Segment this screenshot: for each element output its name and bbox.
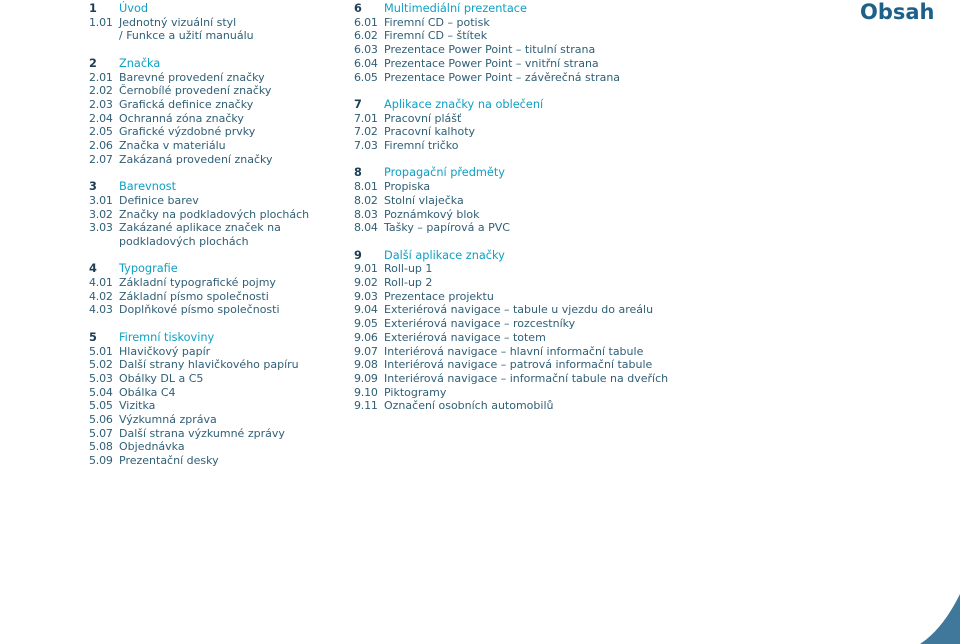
- toc-entry[interactable]: [354, 43, 824, 57]
- entry-number: 2.06: [89, 139, 113, 153]
- entry-number: 4.02: [89, 289, 113, 303]
- entry-title: Propiska: [384, 180, 431, 194]
- entry-number: 8.03: [354, 207, 378, 221]
- entry-title: Hlavičkový papír: [119, 344, 211, 358]
- entry-title: Roll-up 2: [384, 276, 433, 290]
- toc-section-heading[interactable]: [354, 166, 824, 180]
- entry-title: Další strany hlavičkového papíru: [119, 358, 299, 372]
- entry-title: Značky na podkladových plochách: [119, 207, 310, 221]
- toc-entry[interactable]: [89, 139, 349, 153]
- entry-title: Grafické výzdobné prvky: [119, 125, 256, 139]
- section-title: Další aplikace značky: [384, 248, 505, 262]
- toc-section: [89, 57, 349, 167]
- toc-section-heading[interactable]: [89, 57, 349, 71]
- toc-entry[interactable]: [354, 372, 824, 386]
- toc-entry[interactable]: [354, 386, 824, 400]
- section-number: 1: [89, 2, 97, 15]
- entry-title: Objednávka: [119, 440, 185, 454]
- toc-entry[interactable]: [89, 221, 349, 235]
- toc-entry[interactable]: [89, 345, 349, 359]
- section-title: Typografie: [119, 262, 178, 276]
- entry-title: Obálky DL a C5: [119, 371, 204, 385]
- toc-section: [354, 98, 824, 153]
- section-number: 9: [354, 248, 362, 262]
- entry-number: 3.03: [89, 221, 113, 235]
- toc-column-left: [89, 2, 349, 482]
- entry-number: [89, 29, 119, 43]
- toc-entry[interactable]: [89, 235, 349, 249]
- entry-number: 9.02: [354, 276, 378, 290]
- page-corner-decoration: [920, 594, 960, 644]
- entry-title: Zakázaná provedení značky: [119, 152, 273, 166]
- toc-entry[interactable]: [354, 180, 824, 194]
- toc-entry[interactable]: [354, 208, 824, 222]
- toc-entry[interactable]: [89, 276, 349, 290]
- entry-number: 9.07: [354, 344, 378, 358]
- section-number: 4: [89, 262, 97, 276]
- toc-entry[interactable]: [89, 208, 349, 222]
- entry-number: 1.01: [89, 15, 113, 29]
- entry-title: Další strana výzkumné zprávy: [119, 426, 285, 440]
- toc-entry[interactable]: [89, 84, 349, 98]
- entry-number: 4.01: [89, 276, 113, 290]
- section-title: Úvod: [119, 2, 149, 15]
- entry-number: 7.03: [354, 139, 378, 153]
- toc-entry[interactable]: [354, 57, 824, 71]
- toc-entry[interactable]: [89, 372, 349, 386]
- entry-title: Roll-up 1: [384, 262, 433, 276]
- toc-section: [354, 249, 824, 413]
- entry-title: Firemní CD – potisk: [384, 15, 490, 29]
- entry-title: Pracovní kalhoty: [384, 125, 476, 139]
- entry-number: 8.04: [354, 221, 378, 235]
- entry-title: Exteriérová navigace – rozcestníky: [384, 317, 576, 331]
- toc-entry[interactable]: [89, 98, 349, 112]
- toc-section: [89, 180, 349, 249]
- entry-title: Grafická definice značky: [119, 97, 254, 111]
- entry-title: Poznámkový blok: [384, 207, 480, 221]
- toc-entry[interactable]: [89, 413, 349, 427]
- toc-entry[interactable]: [89, 303, 349, 317]
- entry-title: Pracovní plášť: [384, 111, 462, 125]
- toc-entry[interactable]: [354, 276, 824, 290]
- section-number: 7: [354, 97, 362, 111]
- entry-number: 6.04: [354, 56, 378, 70]
- entry-number: 2.05: [89, 125, 113, 139]
- entry-number: 8.01: [354, 180, 378, 194]
- entry-title: Prezentační desky: [119, 454, 219, 468]
- entry-number: 8.02: [354, 193, 378, 207]
- section-title: Propagační předměty: [384, 166, 505, 180]
- entry-number: 5.09: [89, 454, 113, 468]
- entry-number: 3.01: [89, 193, 113, 207]
- entry-title: Jednotný vizuální styl: [119, 15, 237, 29]
- entry-number: 6.05: [354, 70, 378, 84]
- entry-title: Vizitka: [119, 399, 156, 413]
- entry-number: 9.05: [354, 317, 378, 331]
- toc-entry[interactable]: [354, 221, 824, 235]
- toc-entry[interactable]: [354, 16, 824, 30]
- entry-title: Interiérová navigace – patrová informační tabule: [384, 358, 653, 372]
- section-title: Firemní tiskoviny: [119, 330, 215, 344]
- entry-title: Exteriérová navigace – tabule u vjezdu do areálu: [384, 303, 654, 317]
- toc-entry[interactable]: [354, 139, 824, 153]
- toc-entry[interactable]: [89, 427, 349, 441]
- section-title: Značka: [119, 56, 161, 70]
- section-number: 8: [354, 166, 362, 180]
- toc-entry[interactable]: [89, 358, 349, 372]
- entry-title: Prezentace projektu: [384, 289, 494, 303]
- toc-section-heading[interactable]: [89, 262, 349, 276]
- toc-section: [354, 2, 824, 84]
- toc-entry[interactable]: [354, 290, 824, 304]
- toc-entry[interactable]: [354, 358, 824, 372]
- entry-number: 9.06: [354, 330, 378, 344]
- entry-number: 5.01: [89, 344, 113, 358]
- entry-title: Definice barev: [119, 193, 199, 207]
- section-title: Barevnost: [119, 180, 177, 194]
- entry-title: Barevné provedení značky: [119, 70, 265, 84]
- entry-number: 2.01: [89, 70, 113, 84]
- entry-number: 5.07: [89, 426, 113, 440]
- toc-section: [89, 331, 349, 468]
- toc-entry[interactable]: [89, 386, 349, 400]
- section-title: Multimediální prezentace: [384, 2, 527, 15]
- section-number: 6: [354, 2, 362, 15]
- entry-title: Firemní CD – štítek: [384, 29, 488, 43]
- toc-entry[interactable]: [354, 399, 824, 413]
- toc-entry[interactable]: [354, 262, 824, 276]
- toc-entry[interactable]: [89, 153, 349, 167]
- entry-number: 5.04: [89, 385, 113, 399]
- toc-entry[interactable]: [89, 399, 349, 413]
- entry-title: Interiérová navigace – informační tabule na dveřích: [384, 371, 669, 385]
- entry-title: Stolní vlaječka: [384, 193, 464, 207]
- entry-title: Výzkumná zpráva: [119, 413, 217, 427]
- toc-entry[interactable]: [354, 71, 824, 85]
- entry-number: 5.05: [89, 399, 113, 413]
- toc-entry[interactable]: [89, 112, 349, 126]
- toc-entry[interactable]: [354, 112, 824, 126]
- toc-section-heading[interactable]: [89, 2, 349, 16]
- entry-title: podkladových plochách: [119, 234, 249, 248]
- toc-entry[interactable]: [354, 125, 824, 139]
- entry-title: Označení osobních automobilů: [384, 399, 554, 413]
- toc-entry[interactable]: [354, 317, 824, 331]
- entry-number: 5.03: [89, 371, 113, 385]
- entry-title: Černobílé provedení značky: [119, 84, 272, 98]
- toc-entry[interactable]: [89, 16, 349, 30]
- entry-number: 9.11: [354, 399, 378, 413]
- toc-section: [89, 262, 349, 317]
- entry-title: Piktogramy: [384, 385, 447, 399]
- toc-section-heading[interactable]: [89, 180, 349, 194]
- entry-number: 9.08: [354, 358, 378, 372]
- toc-column-right: [354, 2, 824, 427]
- entry-number: 7.01: [354, 111, 378, 125]
- entry-title: Základní typografické pojmy: [119, 276, 276, 290]
- toc-section-heading[interactable]: [89, 331, 349, 345]
- section-number: 5: [89, 330, 97, 344]
- entry-title: Doplňkové písmo společnosti: [119, 303, 280, 317]
- toc-section-heading[interactable]: [354, 98, 824, 112]
- page-title: Obsah: [860, 0, 935, 24]
- entry-number: 9.10: [354, 385, 378, 399]
- entry-title: Prezentace Power Point – vnitřní strana: [384, 56, 599, 70]
- toc-section: [89, 2, 349, 43]
- entry-number: 5.06: [89, 413, 113, 427]
- entry-number: 6.02: [354, 29, 378, 43]
- toc-entry[interactable]: [89, 290, 349, 304]
- entry-number: 9.03: [354, 289, 378, 303]
- section-title: Aplikace značky na oblečení: [384, 97, 544, 111]
- entry-title: / Funkce a užití manuálu: [119, 29, 254, 43]
- toc-entry[interactable]: [89, 125, 349, 139]
- entry-title: Základní písmo společnosti: [119, 289, 269, 303]
- toc-entry[interactable]: [354, 303, 824, 317]
- entry-number: 9.04: [354, 303, 378, 317]
- entry-number: [89, 235, 119, 249]
- entry-number: 5.02: [89, 358, 113, 372]
- entry-number: 2.04: [89, 111, 113, 125]
- section-number: 3: [89, 180, 97, 194]
- toc-section-heading[interactable]: [354, 249, 824, 263]
- entry-number: 5.08: [89, 440, 113, 454]
- entry-number: 7.02: [354, 125, 378, 139]
- entry-number: 2.02: [89, 84, 113, 98]
- entry-title: Ochranná zóna značky: [119, 111, 244, 125]
- toc-entry[interactable]: [354, 331, 824, 345]
- entry-number: 6.03: [354, 43, 378, 57]
- entry-title: Prezentace Power Point – závěrečná strana: [384, 70, 621, 84]
- entry-title: Tašky – papírová a PVC: [384, 221, 510, 235]
- toc-entry[interactable]: [354, 29, 824, 43]
- entry-number: 4.03: [89, 303, 113, 317]
- toc-entry[interactable]: [89, 454, 349, 468]
- toc-entry[interactable]: [89, 440, 349, 454]
- entry-title: Exteriérová navigace – totem: [384, 330, 546, 344]
- entry-number: 2.07: [89, 152, 113, 166]
- toc-entry[interactable]: [89, 29, 349, 43]
- entry-title: Interiérová navigace – hlavní informační tabule: [384, 344, 644, 358]
- entry-title: Firemní tričko: [384, 139, 459, 153]
- toc-entry[interactable]: [354, 194, 824, 208]
- toc-entry[interactable]: [89, 194, 349, 208]
- toc-entry[interactable]: [89, 71, 349, 85]
- entry-title: Prezentace Power Point – titulní strana: [384, 43, 596, 57]
- entry-title: Značka v materiálu: [119, 139, 226, 153]
- toc-section-heading[interactable]: [354, 2, 824, 16]
- entry-number: 9.01: [354, 262, 378, 276]
- entry-number: 2.03: [89, 97, 113, 111]
- section-number: 2: [89, 56, 97, 70]
- entry-number: 6.01: [354, 15, 378, 29]
- toc-entry[interactable]: [354, 345, 824, 359]
- entry-title: Obálka C4: [119, 385, 176, 399]
- entry-number: 9.09: [354, 371, 378, 385]
- entry-number: 3.02: [89, 207, 113, 221]
- entry-title: Zakázané aplikace značek na: [119, 221, 281, 235]
- toc-section: [354, 166, 824, 235]
